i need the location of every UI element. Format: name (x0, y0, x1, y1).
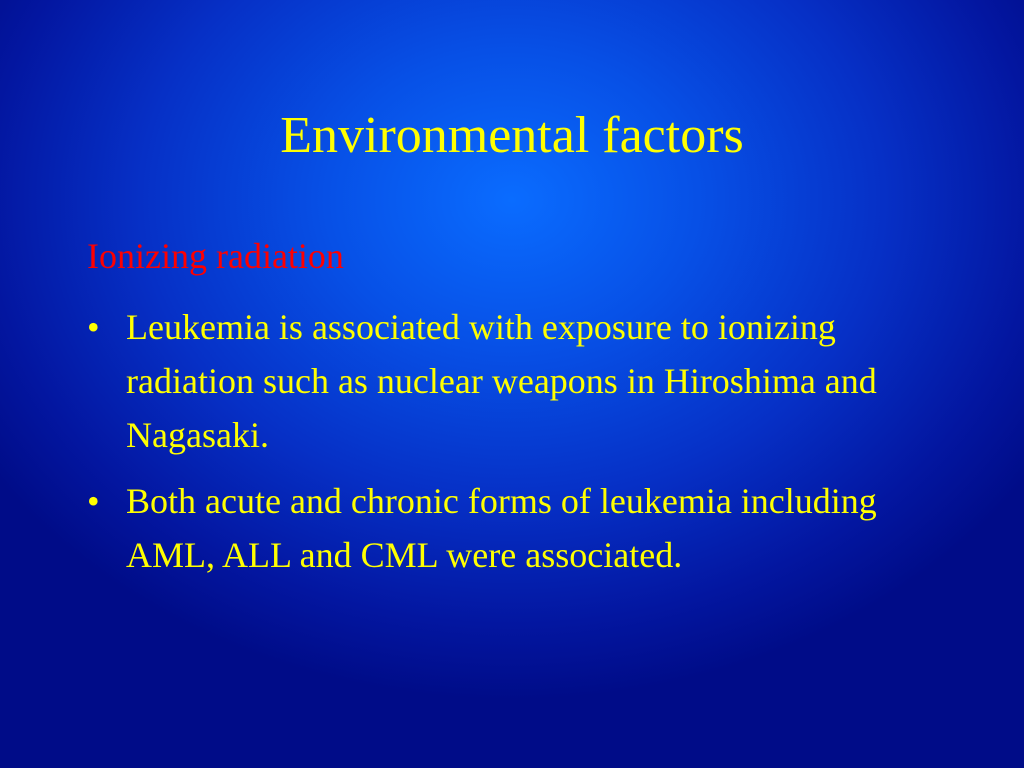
bullet-item (87, 300, 947, 462)
bullet-text: Leukemia is associated with exposure to ionizing radiation such as nuclear weapons in Hiroshima and Nagasaki. (126, 307, 877, 455)
bullet-marker: • (87, 481, 100, 521)
bullet-list (87, 300, 947, 594)
subheading: Ionizing radiation (87, 236, 344, 276)
bullet-text: Both acute and chronic forms of leukemia including AML, ALL and CML were associated. (126, 481, 877, 575)
bullet-marker: • (87, 307, 100, 347)
bullet-item (87, 474, 947, 582)
slide-title: Environmental factors (280, 107, 744, 164)
